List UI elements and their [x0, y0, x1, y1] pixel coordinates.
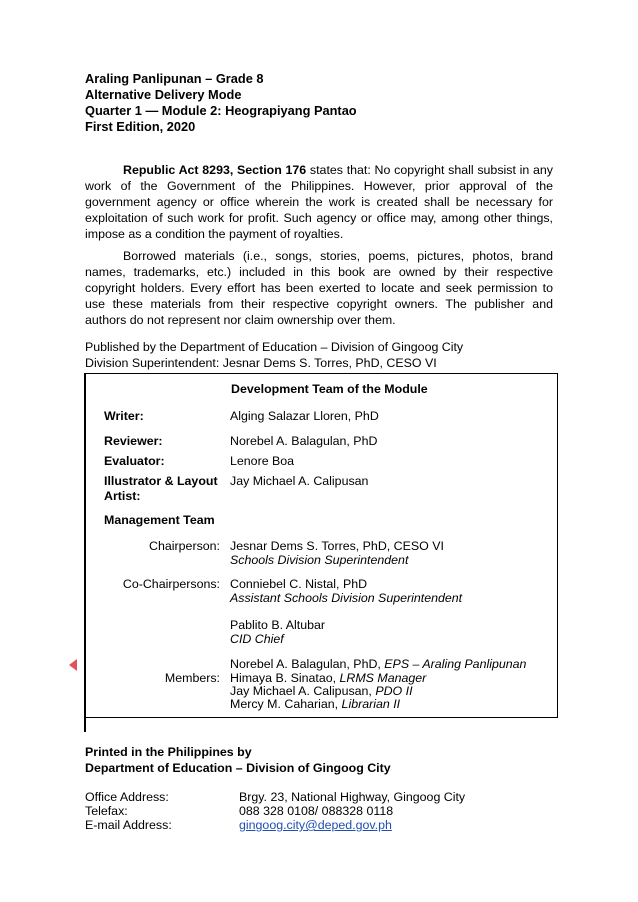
office-address-label: Office Address: — [85, 790, 169, 804]
members-label: Members: — [164, 671, 220, 685]
office-address: Brgy. 23, National Highway, Gingoog City — [239, 790, 466, 804]
evaluator-label: Evaluator: — [104, 454, 165, 468]
division-superintendent: Division Superintendent: Jesnar Dems S. Torres, PhD, CESO VI — [85, 356, 437, 370]
writer-label: Writer: — [104, 409, 144, 423]
delivery-mode: Alternative Delivery Mode — [85, 87, 242, 102]
borrowed-text: Borrowed materials (i.e., songs, stories, poems, pictures, photos, brand names, trademarks, etc.) included in this book are owned by their respective copyright holders. Every effort has been exerted to locate and seek permission to use these materials from their respective copyright owners. The publisher and authors do not represent nor claim ownership over them. — [85, 249, 553, 327]
module-heading — [85, 71, 357, 135]
member-2-name: Himaya B. Sinatao, — [230, 671, 340, 685]
chairperson-name: Jesnar Dems S. Torres, PhD, CESO VI — [230, 539, 444, 553]
printed-line2: Department of Education – Division of Gingoog City — [85, 761, 391, 775]
telefax-number: 088 328 0108/ 088328 0118 — [239, 804, 394, 818]
borrowed-materials-paragraph — [85, 248, 553, 328]
email-label: E-mail Address: — [85, 818, 172, 832]
member-4-title: Librarian II — [341, 697, 401, 711]
co-chairperson-2-name: Pablito B. Altubar — [230, 618, 326, 632]
margin-line — [84, 716, 86, 732]
writer-name: Alging Salazar Lloren, PhD — [230, 409, 379, 423]
member-1-title: EPS – Araling Panlipunan — [384, 657, 527, 671]
quarter-module: Quarter 1 — Module 2: Heograpiyang Pantao — [85, 103, 357, 118]
member-1 — [230, 657, 526, 672]
member-4 — [230, 697, 400, 712]
member-3-name: Jay Michael A. Calipusan, — [230, 684, 376, 698]
reviewer-label: Reviewer: — [104, 434, 163, 448]
member-1-name: Norebel A. Balagulan, PhD, — [230, 657, 385, 671]
member-2-title: LRMS Manager — [339, 671, 427, 685]
copyright-text: states that: No copyright shall subsist in any work of the Government of the Philippines. However, prior approval of the government agency or office wherein the work is created shall be necessary for exploitation of such work for profit. Such agency or office may, among other things, impose as a condition the payment of royalties. — [85, 163, 553, 241]
co-chairpersons-label: Co-Chairpersons: — [122, 577, 220, 591]
illustrator-name: Jay Michael A. Calipusan — [230, 474, 369, 488]
co-chairperson-1-name: Conniebel C. Nistal, PhD — [230, 577, 368, 591]
subject-grade: Araling Panlipunan – Grade 8 — [85, 71, 264, 86]
illustrator-label-line2: Artist: — [104, 489, 141, 503]
arrow-left-icon — [69, 659, 77, 671]
email-address[interactable] — [239, 818, 392, 833]
reviewer-name: Norebel A. Balagulan, PhD — [230, 434, 378, 448]
co-chairperson-1-title: Assistant Schools Division Superintendent — [230, 591, 463, 605]
printed-line1: Printed in the Philippines by — [85, 745, 252, 759]
printed-by — [85, 744, 391, 776]
copyright-paragraph — [85, 162, 553, 242]
co-chairperson-2-title: CID Chief — [230, 632, 284, 646]
management-team-label: Management Team — [104, 513, 215, 527]
chairperson-label: Chairperson: — [149, 539, 220, 553]
development-team-title: Development Team of the Module — [231, 382, 428, 396]
edition: First Edition, 2020 — [85, 119, 196, 134]
illustrator-label-line1: Illustrator & Layout — [104, 474, 218, 488]
evaluator-name: Lenore Boa — [230, 454, 295, 468]
published-by: Published by the Department of Education – Division of Gingoog City — [85, 340, 464, 354]
email-link[interactable]: gingoog.city@deped.gov.ph — [239, 818, 392, 832]
telefax-label: Telefax: — [85, 804, 128, 818]
copyright-law-ref: Republic Act 8293, Section 176 — [123, 163, 307, 177]
illustrator-label — [104, 474, 218, 504]
chairperson-title: Schools Division Superintendent — [230, 553, 409, 567]
member-4-name: Mercy M. Caharian, — [230, 697, 342, 711]
member-3-title: PDO II — [375, 684, 413, 698]
publisher-info — [85, 339, 463, 371]
